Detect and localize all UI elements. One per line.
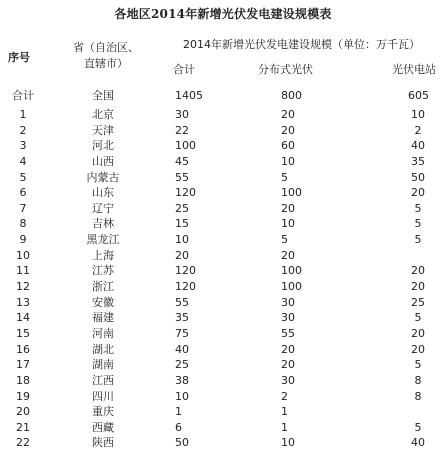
cell-total: 6 <box>175 420 182 434</box>
cell-province: 吉林 <box>92 217 114 231</box>
cell-distributed: 1 <box>281 420 288 434</box>
table-row <box>0 420 446 436</box>
cell-serial: 4 <box>19 154 27 168</box>
cell-distributed: 10 <box>281 154 295 168</box>
cell-station: 10 <box>411 108 425 121</box>
cell-province: 河北 <box>92 139 114 153</box>
cell-total: 30 <box>175 108 189 121</box>
cell-serial: 11 <box>16 264 30 278</box>
cell-province: 河南 <box>92 326 114 340</box>
cell-distributed: 100 <box>281 264 302 278</box>
cell-province: 陕西 <box>92 436 114 450</box>
cell-total: 50 <box>175 436 189 450</box>
header-province: 省（自治区、直辖市） <box>73 41 139 70</box>
table-row <box>0 248 446 264</box>
cell-province: 山东 <box>92 186 114 200</box>
cell-station: 2 <box>414 123 422 137</box>
cell-station: 40 <box>411 139 425 153</box>
cell-distributed: 20 <box>281 342 295 356</box>
cell-province: 上海 <box>92 248 114 262</box>
table-row <box>0 107 446 123</box>
table-row <box>0 170 446 186</box>
cell-serial: 7 <box>19 201 27 215</box>
table-body <box>0 87 446 451</box>
cell-station: 5 <box>414 358 422 372</box>
cell-serial: 1 <box>19 108 27 121</box>
cell-total: 1405 <box>175 89 203 102</box>
cell-station: 20 <box>411 326 425 340</box>
cell-serial: 合计 <box>12 89 34 102</box>
cell-distributed: 20 <box>281 358 295 372</box>
cell-total: 10 <box>175 233 189 247</box>
cell-distributed: 100 <box>281 280 302 294</box>
cell-distributed: 20 <box>281 201 295 215</box>
table-row <box>0 232 446 248</box>
cell-serial: 8 <box>19 217 27 231</box>
cell-serial: 5 <box>19 170 27 184</box>
cell-total: 22 <box>175 123 189 137</box>
table-row <box>0 373 446 389</box>
cell-total: 55 <box>175 295 189 309</box>
cell-station: 25 <box>411 295 425 309</box>
cell-province: 湖南 <box>92 358 114 372</box>
cell-total: 100 <box>175 139 196 153</box>
cell-province: 辽宁 <box>92 201 114 215</box>
table-row <box>0 154 446 170</box>
cell-serial: 9 <box>19 233 27 247</box>
cell-province: 内蒙古 <box>86 170 120 184</box>
cell-serial: 15 <box>16 326 30 340</box>
cell-total: 120 <box>175 186 196 200</box>
cell-province: 江苏 <box>92 264 114 278</box>
cell-station: 50 <box>411 170 425 184</box>
table-row <box>0 357 446 373</box>
cell-distributed: 55 <box>281 326 295 340</box>
cell-serial: 18 <box>16 373 30 387</box>
cell-total: 15 <box>175 217 189 231</box>
cell-station: 8 <box>414 389 422 403</box>
cell-station: 5 <box>414 217 422 231</box>
cell-station: 20 <box>411 186 425 200</box>
table-row <box>0 201 446 217</box>
cell-distributed: 10 <box>281 436 295 450</box>
table-row <box>0 216 446 232</box>
cell-station: 5 <box>414 311 422 325</box>
cell-station: 40 <box>411 436 425 450</box>
table-row <box>0 310 446 326</box>
cell-distributed: 20 <box>281 248 295 262</box>
table-row <box>0 389 446 405</box>
cell-station: 20 <box>411 264 425 278</box>
cell-total: 75 <box>175 326 189 340</box>
table-row <box>0 263 446 279</box>
cell-serial: 19 <box>16 389 30 403</box>
cell-province: 黑龙江 <box>86 233 120 247</box>
cell-station: 5 <box>414 420 422 434</box>
cell-serial: 2 <box>19 123 27 137</box>
table-title: 各地区2014年新增光伏发电建设规模表 <box>114 7 332 21</box>
header-station: 光伏电站 <box>392 63 436 76</box>
cell-total: 35 <box>175 311 189 325</box>
cell-distributed: 10 <box>281 217 295 231</box>
table-row <box>0 185 446 201</box>
header-distributed: 分布式光伏 <box>258 63 313 76</box>
cell-serial: 21 <box>16 420 30 434</box>
cell-distributed: 2 <box>281 389 288 403</box>
cell-station: 5 <box>414 201 422 215</box>
cell-serial: 3 <box>19 139 27 153</box>
header-scale-group: 2014年新增光伏发电建设规模（单位：万千瓦） <box>183 38 420 51</box>
table-row <box>0 326 446 342</box>
cell-province: 天津 <box>92 123 114 137</box>
cell-distributed: 1 <box>281 405 288 419</box>
cell-serial: 14 <box>16 311 30 325</box>
cell-province: 山西 <box>92 154 114 168</box>
cell-serial: 6 <box>19 186 27 200</box>
cell-station: 20 <box>411 280 425 294</box>
cell-total: 25 <box>175 358 189 372</box>
cell-province: 安徽 <box>92 295 114 309</box>
cell-total: 55 <box>175 170 189 184</box>
cell-province: 湖北 <box>92 342 114 356</box>
cell-station: 20 <box>411 342 425 356</box>
cell-total: 120 <box>175 264 196 278</box>
cell-distributed: 5 <box>281 233 288 247</box>
cell-serial: 22 <box>16 436 30 450</box>
table-row-total <box>0 87 446 105</box>
table-row <box>0 295 446 311</box>
cell-station: 605 <box>408 89 429 102</box>
cell-serial: 16 <box>16 342 30 356</box>
cell-total: 20 <box>175 248 189 262</box>
cell-province: 全国 <box>92 89 114 102</box>
cell-serial: 10 <box>16 248 30 262</box>
cell-distributed: 60 <box>281 139 295 153</box>
cell-distributed: 30 <box>281 295 295 309</box>
cell-distributed: 800 <box>281 89 302 102</box>
cell-total: 38 <box>175 373 189 387</box>
cell-station: 8 <box>414 373 422 387</box>
table-row <box>0 123 446 139</box>
cell-serial: 17 <box>16 358 30 372</box>
table-row <box>0 138 446 154</box>
cell-province: 四川 <box>92 389 114 403</box>
cell-province: 江西 <box>92 373 114 387</box>
header-serial: 序号 <box>8 51 30 64</box>
table-row <box>0 279 446 295</box>
cell-total: 25 <box>175 201 189 215</box>
cell-total: 120 <box>175 280 196 294</box>
cell-station: 35 <box>411 154 425 168</box>
cell-total: 45 <box>175 154 189 168</box>
cell-province: 浙江 <box>92 280 114 294</box>
cell-serial: 13 <box>16 295 30 309</box>
cell-province: 北京 <box>92 108 114 121</box>
table-row <box>0 404 446 420</box>
header-total: 合计 <box>173 63 195 76</box>
cell-province: 重庆 <box>92 405 114 419</box>
cell-distributed: 30 <box>281 373 295 387</box>
cell-distributed: 30 <box>281 311 295 325</box>
cell-station: 5 <box>414 233 422 247</box>
cell-serial: 12 <box>16 280 30 294</box>
cell-total: 1 <box>175 405 182 419</box>
cell-distributed: 100 <box>281 186 302 200</box>
cell-distributed: 20 <box>281 123 295 137</box>
cell-province: 西藏 <box>92 420 114 434</box>
cell-total: 10 <box>175 389 189 403</box>
cell-distributed: 5 <box>281 170 288 184</box>
cell-total: 40 <box>175 342 189 356</box>
table-row <box>0 342 446 358</box>
cell-distributed: 20 <box>281 108 295 121</box>
table-row <box>0 435 446 451</box>
cell-serial: 20 <box>16 405 30 419</box>
cell-province: 福建 <box>92 311 114 325</box>
